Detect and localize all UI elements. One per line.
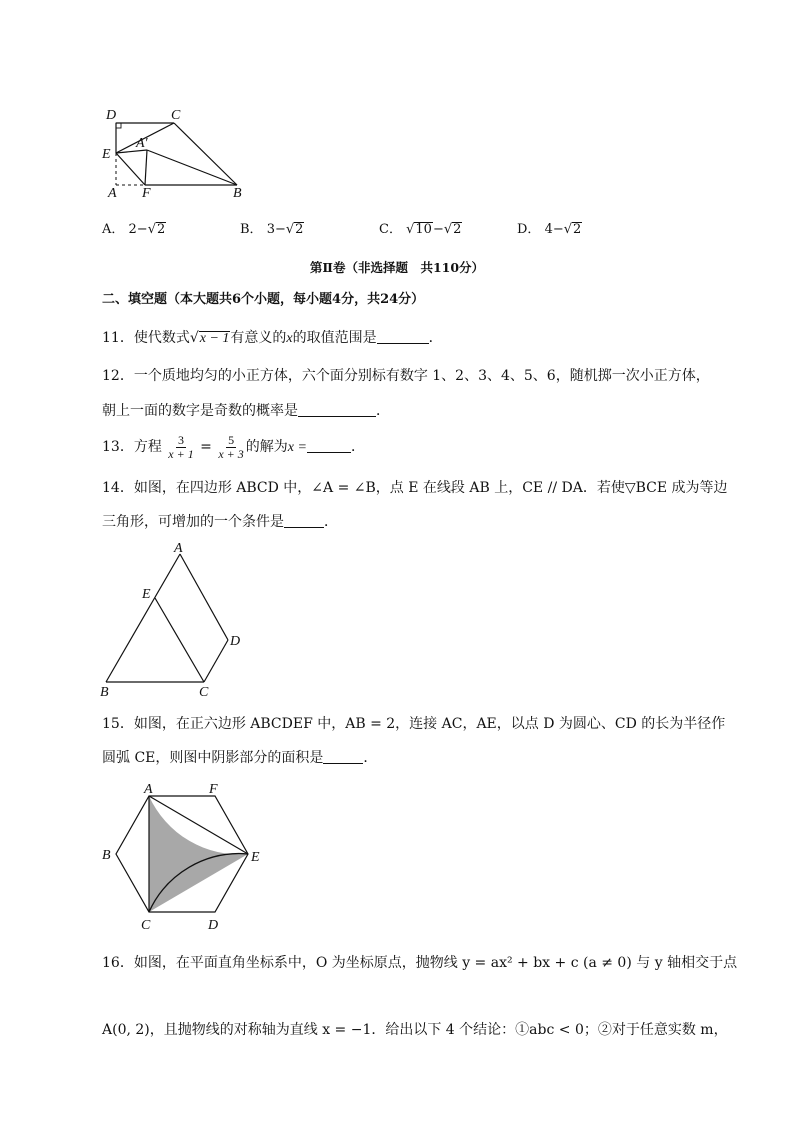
answer-blank[interactable] bbox=[307, 438, 351, 453]
figure-folding-quadrilateral bbox=[98, 104, 258, 200]
sqrt-symbol-icon: √ bbox=[189, 330, 199, 346]
answer-blank[interactable] bbox=[323, 749, 363, 764]
sqrt-symbol-icon: √ bbox=[406, 222, 415, 237]
sqrt-symbol-icon: √ bbox=[443, 222, 453, 237]
label-D: D bbox=[106, 108, 117, 123]
label-E: E bbox=[251, 850, 260, 865]
question-15-line1: 15．如图，在正六边形 ABCDEF 中，AB = 2，连接 AC，AE，以点 D 为圆心、CD 的长为半径作 bbox=[102, 716, 726, 732]
label-D: D bbox=[230, 634, 241, 649]
label-C: C bbox=[141, 918, 151, 933]
sqrt-symbol-icon: √ bbox=[563, 222, 573, 237]
question-14-line2: 三角形，可增加的一个条件是 ． bbox=[102, 514, 338, 530]
question-15-line2: 圆弧 CE，则图中阴影部分的面积是 ． bbox=[102, 750, 378, 766]
sqrt-symbol-icon: √ bbox=[147, 222, 156, 237]
label-B: B bbox=[100, 685, 109, 700]
question-13: 13．方程 $\frac{3}{x + 1}$ = $\frac{5}{x + 3}$ 的解为x = ． bbox=[102, 432, 365, 461]
section-title: 第Ⅱ卷（非选择题 共110分） bbox=[309, 260, 485, 275]
answer-blank[interactable] bbox=[298, 402, 376, 417]
question-12-line1: 12．一个质地均匀的小正方体，六个面分别标有数字 1、2、3、4、5、6，随机掷一次小正方体， bbox=[102, 368, 710, 384]
answer-blank[interactable] bbox=[284, 513, 324, 528]
fraction-right: $\frac{5}{x + 3}$ bbox=[218, 432, 244, 461]
option-a[interactable]: A． 2−√2 bbox=[102, 222, 166, 237]
answer-blank[interactable] bbox=[377, 329, 429, 344]
figure-quadrilateral-abcd bbox=[96, 540, 256, 702]
label-A: A bbox=[144, 782, 153, 797]
question-12-line2: 朝上一面的数字是奇数的概率是 ． bbox=[102, 403, 390, 419]
label-C: C bbox=[171, 108, 181, 123]
part-heading: 二、填空题（本大题共6个小题，每小题4分，共24分） bbox=[102, 292, 425, 307]
label-F: F bbox=[142, 186, 151, 200]
sqrt-symbol-icon: √ bbox=[285, 222, 295, 237]
label-E: E bbox=[142, 587, 151, 602]
figure-regular-hexagon bbox=[98, 778, 268, 938]
option-d[interactable]: D． 4−√2 bbox=[517, 222, 582, 237]
label-F: F bbox=[209, 782, 218, 797]
question-16-line2: A(0, 2)，且抛物线的对称轴为直线 x = −1．给出以下 4 个结论：①abc < 0；②对于任意实数 m， bbox=[102, 1022, 728, 1038]
label-B: B bbox=[102, 848, 111, 863]
fraction-left: $\frac{3}{x + 1}$ bbox=[168, 432, 194, 461]
label-A: A bbox=[108, 186, 117, 200]
label-E: E bbox=[102, 147, 111, 162]
label-A: A bbox=[174, 541, 183, 556]
label-D: D bbox=[208, 918, 219, 933]
label-C: C bbox=[199, 685, 209, 700]
label-A-prime: A′ bbox=[136, 136, 148, 151]
option-b[interactable]: B． 3−√2 bbox=[240, 222, 304, 237]
option-c[interactable]: C． √10−√2 bbox=[379, 222, 462, 237]
label-B: B bbox=[233, 186, 242, 200]
question-14-line1: 14．如图，在四边形 ABCD 中，∠A = ∠B，点 E 在线段 AB 上，CE // DA．若使▽BCE 成为等边 bbox=[102, 480, 728, 496]
question-11: 11．使代数式√x − 1有意义的x的取值范围是 ． bbox=[102, 330, 443, 346]
question-16-line1: 16．如图，在平面直角坐标系中，O 为坐标原点，抛物线 y = ax² + bx + c (a ≠ 0) 与 y 轴相交于点 bbox=[102, 955, 738, 971]
